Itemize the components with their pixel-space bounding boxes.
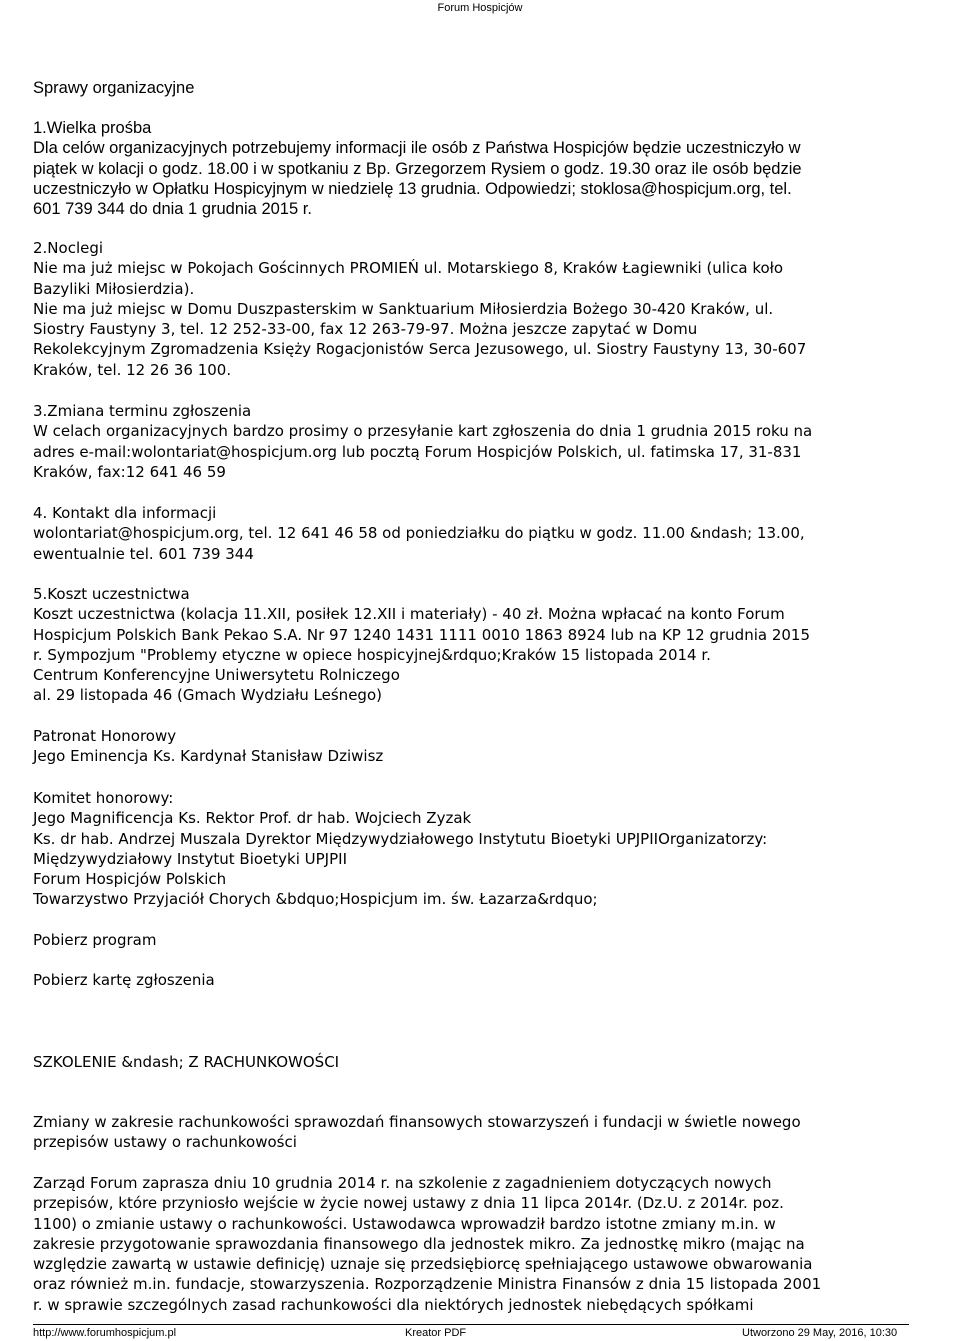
text-line: al. 29 listopada 46 (Gmach Wydziału Leśnego): [33, 686, 382, 705]
text-line: Towarzystwo Przyjaciół Chorych &bdquo;Hospicjum im. św. Łazarza&rdquo;: [33, 890, 598, 909]
page-header: [0, 0, 960, 15]
text-line: r. w sprawie szczególnych zasad rachunkowości dla niektórych jednostek niebędących spółkami: [33, 1295, 754, 1314]
text-line: Zmiany w zakresie rachunkowości sprawozdań finansowych stowarzyszeń i fundacji w świetle nowego: [33, 1113, 801, 1131]
section-kontakt: [33, 503, 933, 564]
section-noclegi: [33, 238, 933, 380]
text-line: 2.Noclegi: [33, 239, 104, 257]
section-zmiana-terminu: [33, 401, 933, 482]
text-line: Nie ma już miejsc w Domu Duszpasterskim w Sanktuarium Miłosierdzia Bożego 30-420 Kraków, ul.: [33, 299, 774, 318]
text-line: piątek w kolacji o godz. 18.00 i w spotkaniu z Bp. Grzegorzem Rysiem o godz. 19.30 oraz ile osób będzie: [33, 159, 802, 178]
text-line: ewentualnie tel. 601 739 344: [33, 544, 254, 563]
szkolenie-intro: [33, 1112, 933, 1153]
download-registration-form-link[interactable]: Pobierz kartę zgłoszenia: [33, 971, 215, 989]
text-line: 1100) o zmianie ustawy o rachunkowości. Ustawodawca wprowadził bardzo istotne zmiany m.in. w: [33, 1214, 776, 1233]
text-line: przepisów ustawy o rachunkowości: [33, 1133, 297, 1152]
footer-url-link[interactable]: http://www.forumhospicjum.pl: [33, 1327, 177, 1339]
text-line: 1.Wielka prośba: [33, 119, 152, 137]
text-line: Jego Eminencja Ks. Kardynał Stanisław Dziwisz: [33, 747, 384, 766]
text-line: Kraków, tel. 12 26 36 100.: [33, 360, 232, 379]
text-line: Komitet honorowy:: [33, 789, 174, 807]
szkolenie-heading: SZKOLENIE &ndash; Z RACHUNKOWOŚCI: [33, 1053, 340, 1071]
text-line: przepisów, które przyniosło wejście w życie nowej ustawy z dnia 11 lipca 2014r. (Dz.U. z 2014r. poz.: [33, 1194, 784, 1213]
szkolenie-body: [33, 1173, 933, 1315]
text-line: 5.Koszt uczestnictwa: [33, 585, 190, 603]
org-heading: Sprawy organizacyjne: [33, 79, 195, 97]
text-line: Nie ma już miejsc w Pokojach Gościnnych PROMIEŃ ul. Motarskiego 8, Kraków Łagiewniki (ulica koło: [33, 259, 784, 278]
text-line: Zarząd Forum zaprasza dniu 10 grudnia 2014 r. na szkolenie z zagadnieniem dotyczących nowych: [33, 1174, 772, 1192]
text-line: zakresie przygotowanie sprawozdania finansowego dla jednostek mikro. Za jednostkę mikro (mając na: [33, 1234, 805, 1253]
text-line: Kraków, fax:12 641 46 59: [33, 462, 226, 481]
text-line: względzie zawartą w ustawie definicję) uznaje się przedsiębiorcę spełniającego ustawowe obwarowania: [33, 1255, 813, 1274]
section-patronat: [33, 726, 933, 767]
text-line: uczestniczyło w Opłatku Hospicyjnym w niedzielę 13 grudnia. Odpowiedzi; stoklosa@hospicjum.org, tel.: [33, 179, 792, 198]
text-line: Międzywydziałowy Instytut Bioetyki UPJPII: [33, 849, 347, 868]
text-line: Ks. dr hab. Andrzej Muszala Dyrektor Międzywydziałowego Instytutu Bioetyki UPJPIIOrganizatorzy:: [33, 829, 768, 848]
footer-creator: Kreator PDF: [405, 1327, 467, 1339]
download-program-link[interactable]: Pobierz program: [33, 931, 157, 949]
header-title: Forum Hospicjów: [437, 2, 523, 14]
text-line: oraz również m.in. fundacje, stowarzyszenia. Rozporządzenie Ministra Finansów z dnia 15 listopada 2001: [33, 1275, 822, 1294]
text-line: r. Sympozjum "Problemy etyczne w opiece hospicyjnej&rdquo;Kraków 15 listopada 2014 r.: [33, 645, 711, 664]
text-line: Centrum Konferencyjne Uniwersytetu Rolniczego: [33, 666, 400, 685]
text-line: Siostry Faustyny 3, tel. 12 252-33-00, fax 12 263-79-97. Można jeszcze zapytać w Domu: [33, 320, 698, 339]
text-line: 601 739 344 do dnia 1 grudnia 2015 r.: [33, 200, 312, 219]
text-line: W celach organizacyjnych bardzo prosimy o przesyłanie kart zgłoszenia do dnia 1 grudnia 2015 roku na: [33, 422, 813, 441]
text-line: adres e-mail:wolontariat@hospicjum.org lub pocztą Forum Hospicjów Polskich, ul. fatimska 17, 31-831: [33, 442, 802, 461]
org-heading-block: [33, 78, 933, 98]
text-line: Dla celów organizacyjnych potrzebujemy informacji ile osób z Państwa Hospicjów będzie uczestniczyło w: [33, 139, 801, 158]
text-line: Hospicjum Polskich Bank Pekao S.A. Nr 97 1240 1431 1111 0010 1863 8924 lub na KP 12 grudnia 2015: [33, 625, 810, 644]
text-line: wolontariat@hospicjum.org, tel. 12 641 46 58 od poniedziałku do piątku w godz. 11.00 &ndash; 13.00,: [33, 524, 805, 543]
text-line: 3.Zmiana terminu zgłoszenia: [33, 402, 252, 420]
szkolenie-heading-block: [33, 1052, 933, 1072]
text-line: Rekolekcyjnym Zgromadzenia Księży Rogacjonistów Serca Jezusowego, ul. Siostry Faustyny 13, 30-607: [33, 340, 807, 359]
section-komitet: [33, 788, 933, 910]
text-line: Koszt uczestnictwa (kolacja 11.XII, posiłek 12.XII i materiały) - 40 zł. Można wpłacać na konto Forum: [33, 605, 785, 624]
text-line: 4. Kontakt dla informacji: [33, 504, 217, 522]
karta-link-block: [33, 970, 933, 990]
text-line: Patronat Honorowy: [33, 727, 177, 745]
program-link-block: [33, 930, 933, 950]
text-line: Bazyliki Miłosierdzia).: [33, 279, 195, 298]
page-footer: [0, 1325, 960, 1341]
footer-created-date: Utworzono 29 May, 2016, 10:30: [742, 1327, 898, 1339]
section-koszt: [33, 584, 933, 706]
section-wielka-prosba: [33, 118, 933, 219]
text-line: Jego Magnificencja Ks. Rektor Prof. dr hab. Wojciech Zyzak: [33, 809, 472, 828]
text-line: Forum Hospicjów Polskich: [33, 870, 227, 889]
